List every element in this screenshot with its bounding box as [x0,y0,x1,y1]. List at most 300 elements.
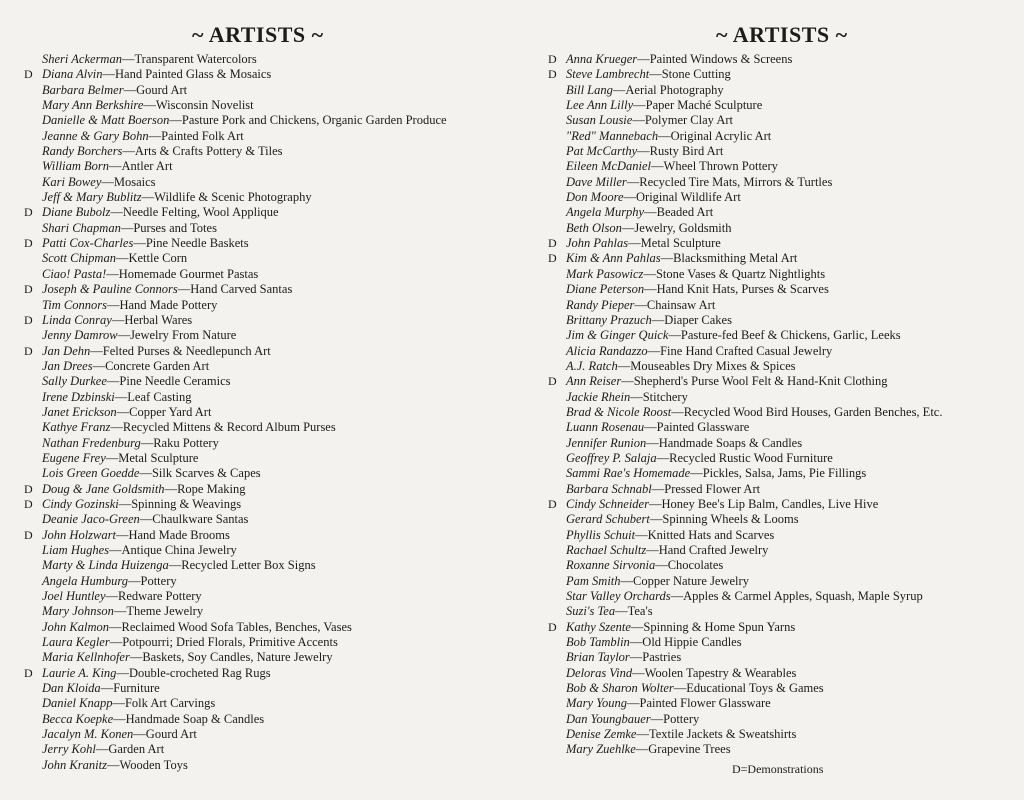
artist-name: Dan Kloida [42,681,101,696]
artist-entry [548,666,1008,681]
artist-name: Irene Dzbinski [42,389,115,404]
artist-name: Mark Pasowicz [566,266,644,281]
artist-name: Lee Ann Lilly [566,98,634,113]
separator-dash: — [660,251,674,266]
artist-name: John Kranitz [42,757,107,772]
artist-entry [24,589,514,604]
artist-name: Sally Durkee [42,374,107,389]
craft-description: Fine Hand Crafted Casual Jewelry [660,343,833,358]
artist-name: Jim & Ginger Quick [566,328,669,343]
craft-description: Wooden Toys [119,757,188,772]
artist-name: Pam Smith [566,573,621,588]
craft-description: Original Wildlife Art [636,190,741,205]
artist-entry [548,528,1008,543]
artist-entry [548,190,1008,205]
artist-entry [24,328,514,343]
separator-dash: — [92,358,106,373]
separator-dash: — [102,67,116,82]
craft-description: Pasture-fed Beef & Chickens, Garlic, Leeks [680,328,901,343]
craft-description: Painted Folk Art [161,128,244,143]
artist-entry [24,67,514,82]
craft-description: Pottery [663,711,700,726]
separator-dash: — [646,543,659,557]
artist-entry [24,466,514,481]
artist-entry [548,175,1008,190]
craft-description: Hand Made Brooms [128,527,230,542]
left-heading: ~ ARTISTS ~ [192,22,324,47]
craft-description: Copper Yard Art [129,404,212,419]
craft-description: Honey Bee's Lip Balm, Candles, Live Hive [661,496,879,511]
artist-entry [24,482,514,497]
artist-name: John Pahlas [566,236,629,251]
separator-dash: — [148,128,162,143]
separator-dash: — [648,496,662,511]
craft-description: Recycled Letter Box Signs [181,558,316,573]
craft-description: Pressed Flower Art [664,481,761,496]
artist-name: Marty & Linda Huizenga [42,558,169,573]
separator-dash: — [651,159,664,174]
artist-entry [548,159,1008,174]
craft-description: Apples & Carmel Apples, Squash, Maple Syrup [683,589,923,604]
demonstration-marker: D [548,52,557,66]
separator-dash: — [169,113,182,128]
separator-dash: — [110,205,123,220]
craft-description: Jewelry, Goldsmith [634,220,732,235]
craft-description: Grapevine Trees [648,742,731,757]
demonstration-marker: D [548,251,557,266]
separator-dash: — [632,113,645,128]
artist-entry [24,574,514,589]
artist-entry [548,328,1008,343]
separator-dash: — [635,527,648,542]
artist-entry [548,282,1008,297]
demonstration-marker: D [24,312,33,327]
artist-entry [24,420,514,435]
artist-name: Kathy Szente [566,619,631,634]
left-column [24,22,514,773]
craft-description: Hand Painted Glass & Mosaics [115,67,272,82]
separator-dash: — [106,757,120,772]
artist-name: Sheri Ackerman [42,52,122,66]
artist-entry [24,190,514,205]
artist-name: Cindy Schneider [566,496,649,511]
artist-name: Jeanne & Gary Bohn [42,128,149,143]
artist-name: Jan Dehn [42,343,91,358]
craft-description: Pastries [642,650,682,665]
artist-entry [24,83,514,98]
separator-dash: — [646,435,659,450]
artist-entry [24,52,514,67]
artist-name: Beth Olson [566,220,622,235]
artist-name: "Red" Mannebach [566,128,659,143]
artist-entry [548,727,1008,742]
demonstration-marker: D [24,527,33,542]
artist-entry [548,405,1008,420]
artist-entry [24,650,514,665]
artist-name: A.J. Ratch [566,358,618,373]
artist-entry [24,374,514,389]
separator-dash: — [109,619,122,634]
artist-entry [24,528,514,543]
separator-dash: — [118,496,132,511]
artist-name: Randy Borchers [42,144,123,159]
artist-entry [548,436,1008,451]
artist-name: Denise Zemke [566,727,637,742]
craft-description: Stitchery [642,389,688,404]
artist-entry [24,98,514,113]
artist-name: Randy Pieper [566,297,635,312]
artist-name: Liam Hughes [42,543,110,557]
craft-description: Mosaics [113,174,156,189]
artist-entry [548,712,1008,727]
artist-name: Gerard Schubert [566,512,650,527]
craft-description: Chainsaw Art [646,297,716,312]
artist-name: Daniel Knapp [42,696,113,711]
separator-dash: — [164,481,178,496]
artist-name: Ciao! Pasta! [42,266,107,281]
craft-description: Purses and Totes [133,220,217,235]
artist-entry [24,543,514,558]
craft-description: Antler Art [121,159,173,174]
separator-dash: — [636,727,649,742]
demonstration-marker: D [24,282,33,297]
artist-entry [548,574,1008,589]
artist-name: William Born [42,159,110,174]
artist-entry [24,696,514,711]
craft-description: Gourd Art [145,727,197,742]
craft-description: Rusty Bird Art [649,144,724,159]
artist-name: Geoffrey P. Salaja [566,450,657,465]
craft-description: Herbal Wares [124,312,193,327]
craft-description: Recycled Tire Mats, Mirrors & Turtles [639,174,833,189]
craft-description: Hand Carved Santas [190,282,293,297]
artist-entry [24,666,514,681]
artist-name: Don Moore [566,190,624,205]
craft-description: Folk Art Carvings [124,696,216,711]
craft-description: Homemade Gourmet Pastas [118,266,259,281]
artist-name: Scott Chipman [42,251,116,266]
artist-entry [24,236,514,251]
demonstration-marker: D [548,67,557,82]
right-artist-list [548,52,1008,758]
artist-name: Alicia Randazzo [566,343,648,358]
craft-description: Concrete Garden Art [105,358,210,373]
artist-name: Dan Youngbauer [566,711,651,726]
artist-entry [24,298,514,313]
separator-dash: — [671,404,684,419]
craft-description: Raku Pottery [153,435,219,450]
artist-entry [548,681,1008,696]
separator-dash: — [105,450,119,465]
separator-dash: — [116,665,129,680]
craft-description: Textile Jackets & Sweatshirts [648,727,797,742]
separator-dash: — [637,52,650,66]
separator-dash: — [143,98,156,113]
craft-description: Gourd Art [136,82,188,97]
craft-description: Recycled Rustic Wood Furniture [669,450,833,465]
artist-entry [24,727,514,742]
craft-description: Potpourri; Dried Florals, Primitive Accents [122,635,338,650]
artist-entry [548,113,1008,128]
artist-name: Eileen McDaniel [566,159,652,174]
demonstration-marker: D [548,619,557,634]
artist-entry [548,221,1008,236]
artist-entry [548,650,1008,665]
separator-dash: — [139,512,153,527]
artist-entry [548,144,1008,159]
artist-entry [548,267,1008,282]
separator-dash: — [612,82,626,97]
separator-dash: — [111,312,125,327]
artist-name: Cindy Gozinski [42,496,119,511]
artist-entry [24,267,514,282]
left-artist-list [24,52,514,773]
artist-entry [548,635,1008,650]
artist-name: Rachael Schultz [566,543,647,557]
artist-entry [548,558,1008,573]
separator-dash: — [623,190,637,205]
artist-name: Anna Krueger [566,52,638,66]
separator-dash: — [650,711,664,726]
craft-description: Wheel Thrown Pottery [663,159,778,174]
artist-entry [548,251,1008,266]
craft-description: Arts & Crafts Pottery & Tiles [134,144,283,159]
artist-entry [24,113,514,128]
artist-name: Jennifer Runion [566,435,647,450]
craft-description: Hand Crafted Jewelry [658,543,769,557]
artist-name: Sammi Rae's Homemade [566,466,691,481]
artist-name: Jackie Rhein [566,389,631,404]
separator-dash: — [95,742,109,757]
craft-description: Aerial Photography [625,82,724,97]
artist-name: Pat McCarthy [566,144,638,159]
craft-description: Old Hippie Candles [642,635,742,650]
artist-entry [548,52,1008,67]
separator-dash: — [615,604,628,619]
artist-entry [24,159,514,174]
separator-dash: — [140,435,154,450]
artist-name: Barbara Belmer [42,82,124,97]
craft-description: Rope Making [177,481,246,496]
artist-name: Diane Bubolz [42,205,111,220]
demonstrations-legend: D=Demonstrations [732,762,824,776]
artist-entry [548,451,1008,466]
right-heading: ~ ARTISTS ~ [716,22,848,47]
craft-description: Shepherd's Purse Wool Felt & Hand-Knit Clothing [633,374,888,389]
separator-dash: — [109,635,123,650]
artist-name: Kim & Ann Pahlas [566,251,661,266]
artist-entry [24,359,514,374]
craft-description: Spinning & Weavings [131,496,242,511]
separator-dash: — [115,251,129,266]
artist-name: Diana Alvin [42,67,103,82]
demonstration-marker: D [24,481,33,496]
separator-dash: — [110,420,123,435]
artist-entry [548,83,1008,98]
artist-name: Mary Johnson [42,604,114,619]
separator-dash: — [120,220,134,235]
craft-description: Double-crocheted Rag Rugs [128,665,271,680]
demonstration-marker: D [24,67,33,82]
separator-dash: — [123,82,137,97]
craft-description: Stone Vases & Quartz Nightlights [655,266,826,281]
craft-description: Paper Maché Sculpture [645,98,763,113]
artist-name: Luann Rosenau [566,420,645,435]
demonstration-marker: D [548,374,557,389]
artist-entry [24,512,514,527]
separator-dash: — [649,67,662,82]
artist-name: Mary Zuehlke [566,742,636,757]
craft-description: Painted Flower Glassware [639,696,771,711]
separator-dash: — [112,696,125,711]
separator-dash: — [121,52,135,66]
right-column [548,22,1008,758]
artist-name: Shari Chapman [42,220,121,235]
separator-dash: — [644,282,657,297]
craft-description: Chocolates [667,558,724,573]
craft-description: Painted Glassware [656,420,750,435]
craft-description: Pasture Pork and Chickens, Organic Garden Produce [181,113,447,128]
craft-description: Blacksmithing Metal Art [673,251,798,266]
separator-dash: — [128,573,141,588]
craft-description: Silk Scarves & Capes [151,466,261,481]
artist-name: Laura Kegler [42,635,110,650]
artist-name: Jan Drees [42,358,93,373]
artist-name: Linda Conray [42,312,112,327]
artist-name: Deanie Jaco-Green [42,512,140,527]
artist-entry [548,313,1008,328]
artist-name: Patti Cox-Charles [42,236,134,251]
demonstration-marker: D [24,496,33,511]
separator-dash: — [106,266,119,281]
craft-description: Kettle Corn [128,251,188,266]
artist-name: Laurie A. King [42,665,117,680]
artist-name: Lois Green Goedde [42,466,140,481]
artist-entry [24,282,514,297]
craft-description: Pine Needle Baskets [145,236,249,251]
artist-entry [24,436,514,451]
separator-dash: — [673,681,687,696]
artist-name: Dave Miller [566,174,627,189]
artist-name: Roxanne Sirvonia [566,558,656,573]
artist-name: Ann Reiser [566,374,622,389]
artist-name: Bob Tamblin [566,635,630,650]
separator-dash: — [168,558,182,573]
artist-entry [548,298,1008,313]
separator-dash: — [113,711,126,726]
separator-dash: — [649,512,663,527]
artist-entry [548,98,1008,113]
artist-name: John Holzwart [42,527,116,542]
artist-entry [24,390,514,405]
artist-entry [24,205,514,220]
artist-entry [24,451,514,466]
separator-dash: — [129,650,143,665]
artist-name: Jacalyn M. Konen [42,727,134,742]
separator-dash: — [109,159,122,174]
separator-dash: — [115,527,129,542]
craft-description: Diaper Cakes [664,312,732,327]
craft-description: Pottery [140,573,177,588]
separator-dash: — [644,420,657,435]
demonstration-marker: D [24,343,33,358]
artist-entry [24,175,514,190]
artist-name: Brittany Prazuch [566,312,652,327]
separator-dash: — [621,220,635,235]
artist-entry [24,635,514,650]
craft-description: Mouseables Dry Mixes & Spices [630,358,796,373]
artist-entry [24,251,514,266]
separator-dash: — [133,236,146,251]
artist-name: Becca Koepke [42,711,114,726]
separator-dash: — [113,604,127,619]
craft-description: Spinning & Home Spun Yarns [643,619,796,634]
artist-entry [548,344,1008,359]
artist-name: Bob & Sharon Wolter [566,681,674,696]
demonstration-marker: D [24,205,33,220]
separator-dash: — [628,236,641,251]
artist-entry [24,620,514,635]
separator-dash: — [658,128,671,143]
separator-dash: — [626,174,640,189]
separator-dash: — [655,558,668,573]
separator-dash: — [651,481,665,496]
separator-dash: — [629,650,643,665]
separator-dash: — [643,266,656,281]
artist-name: Janet Erickson [42,404,117,419]
separator-dash: — [139,466,152,481]
craft-description: Metal Sculpture [118,450,199,465]
craft-description: Pine Needle Ceramics [119,374,231,389]
craft-description: Hand Knit Hats, Purses & Scarves [656,282,829,297]
craft-description: Knitted Hats and Scarves [647,527,775,542]
demonstration-marker: D [24,665,33,680]
craft-description: Wildlife & Scenic Photography [154,190,312,205]
separator-dash: — [117,328,131,343]
artist-entry [24,712,514,727]
artist-entry [548,696,1008,711]
craft-description: Theme Jewelry [126,604,204,619]
craft-description: Hand Made Pottery [119,297,218,312]
artist-name: Angela Humburg [42,573,128,588]
artist-name: Star Valley Orchards [566,589,671,604]
artist-entry [548,497,1008,512]
separator-dash: — [644,205,657,220]
separator-dash: — [633,98,646,113]
separator-dash: — [621,374,634,389]
artist-entry [24,758,514,773]
separator-dash: — [620,573,634,588]
artist-entry [548,390,1008,405]
separator-dash: — [114,389,128,404]
artist-entry [548,742,1008,757]
artist-entry [548,512,1008,527]
artist-name: Diane Peterson [566,282,645,297]
artist-entry [24,221,514,236]
artist-name: Deloras Vind [566,665,633,680]
separator-dash: — [647,343,661,358]
demonstration-marker: D [548,496,557,511]
artist-entry [24,405,514,420]
craft-description: Tea's [627,604,653,619]
separator-dash: — [670,589,684,604]
artist-entry [548,589,1008,604]
separator-dash: — [634,297,647,312]
artist-name: Eugene Frey [42,450,106,465]
separator-dash: — [617,358,631,373]
artist-entry [548,359,1008,374]
artist-name: Suzi's Tea [566,604,616,619]
